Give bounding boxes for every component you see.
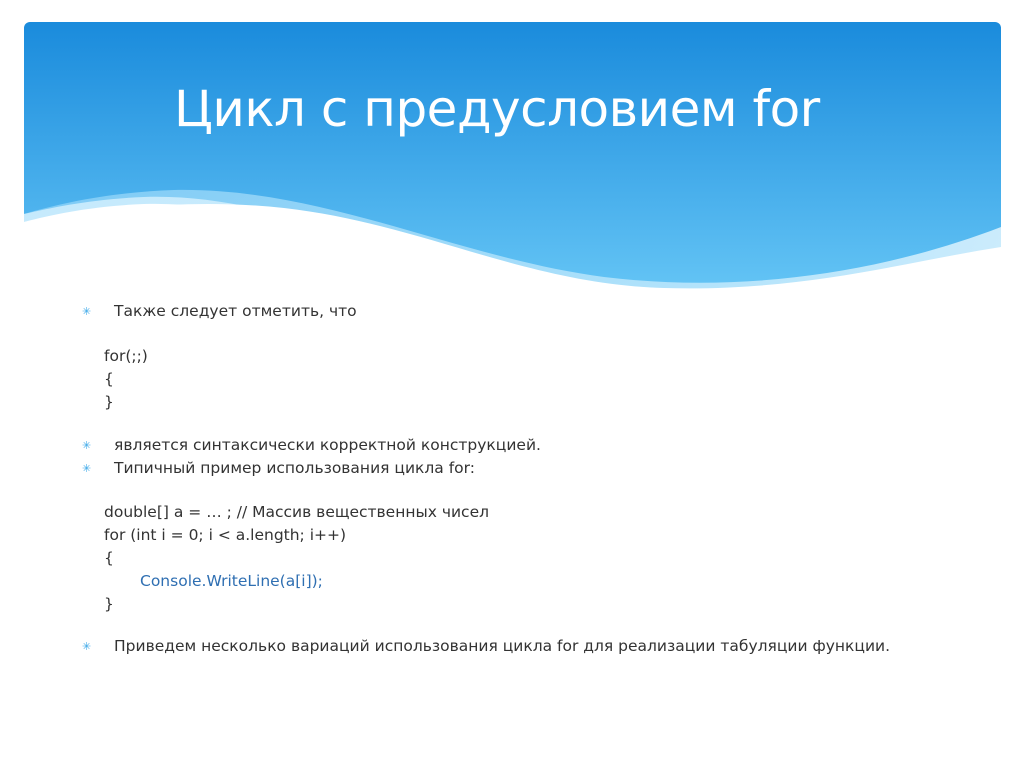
header-wave-background	[24, 22, 1001, 322]
code-line: for(;;)	[104, 347, 148, 365]
bullet-text: Типичный пример использования цикла for:	[114, 459, 475, 477]
code-line: Console.WriteLine(a[i]);	[140, 572, 323, 590]
code-line: }	[104, 595, 114, 613]
code-line: }	[104, 393, 114, 411]
code-line: {	[104, 370, 114, 388]
code-line: for (int i = 0; i < a.length; i++)	[104, 526, 347, 544]
bullet-text: является синтаксически корректной конструкцией.	[114, 436, 541, 454]
code-line: {	[104, 549, 114, 567]
code-line: double[] a = … ; // Массив вещественных чисел	[104, 503, 490, 521]
bullet-icon: ✳	[82, 305, 92, 318]
bullet-text: Приведем несколько вариаций использования цикла for для реализации табуляции функции.	[114, 637, 891, 655]
bullet-icon: ✳	[82, 640, 92, 653]
page-title: Цикл с предусловием for	[174, 80, 820, 138]
bullet-text: Также следует отметить, что	[114, 302, 357, 320]
bullet-icon: ✳	[82, 462, 92, 475]
bullet-icon: ✳	[82, 439, 92, 452]
